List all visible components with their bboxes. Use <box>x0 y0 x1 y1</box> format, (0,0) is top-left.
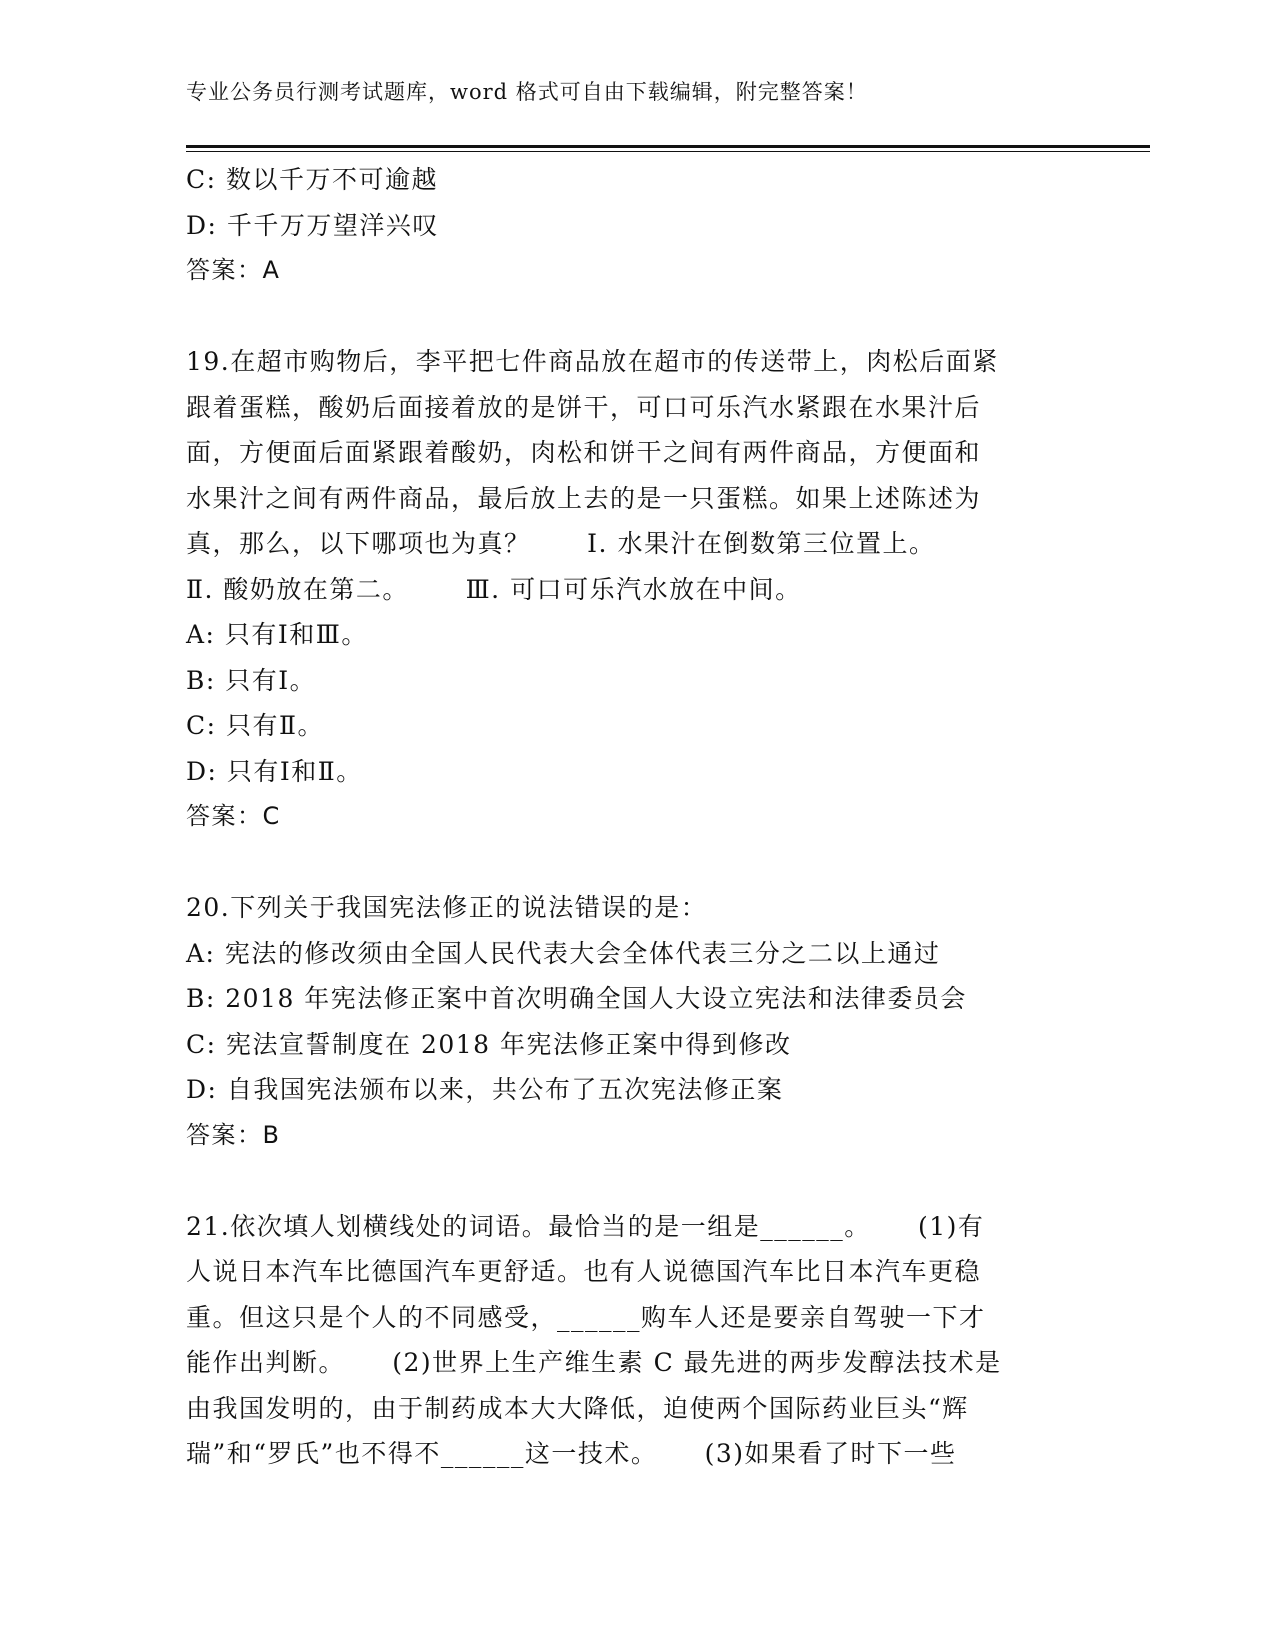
question-text-line: 真，那么，以下哪项也为真？ Ⅰ. 水果汁在倒数第三位置上。 <box>186 529 936 558</box>
option-b: B: 2018 年宪法修正案中首次明确全国人大设立宪法和法律委员会 <box>186 984 967 1013</box>
option-c: C: 宪法宣誓制度在 2018 年宪法修正案中得到修改 <box>186 1029 792 1059</box>
spacer <box>186 840 1076 886</box>
answer: 答案：C <box>186 802 281 830</box>
question-text-line: 瑞”和“罗氏”也不得不______这一技术。 (3)如果看了时下一些 <box>186 1439 957 1468</box>
question-text-line: 能作出判断。 (2)世界上生产维生素 C 最先进的两步发醇法技术是 <box>186 1348 1002 1377</box>
question-text-line: 19.在超市购物后，李平把七件商品放在超市的传送带上，肉松后面紧 <box>186 347 999 376</box>
question-text-line: 跟着蛋糕，酸奶后面接着放的是饼干，可口可乐汽水紧跟在水果汁后 <box>186 392 982 422</box>
question-21 <box>186 1204 1076 1477</box>
question-text-line: 面，方便面后面紧跟着酸奶，肉松和饼干之间有两件商品，方便面和 <box>186 438 982 467</box>
question-text-line: 21.依次填人划横线处的词语。最恰当的是一组是______。 (1)有 <box>186 1211 985 1241</box>
question-text-line: Ⅱ. 酸奶放在第二。 Ⅲ. 可口可乐汽水放在中间。 <box>186 574 802 604</box>
question-20 <box>186 885 1076 1158</box>
page-header: 专业公务员行测考试题库，word 格式可自由下载编辑，附完整答案！ <box>186 80 868 104</box>
option-d: D: 千千万万望洋兴叹 <box>186 210 439 240</box>
question-18 <box>186 157 1076 294</box>
document-body <box>186 157 1076 1477</box>
spacer <box>186 294 1076 340</box>
question-text-line: 由我国发明的，由于制药成本大大降低，迫使两个国际药业巨头“辉 <box>186 1393 969 1423</box>
question-text-line: 重。但这只是个人的不同感受，______购车人还是要亲自驾驶一下才 <box>186 1302 986 1332</box>
spacer <box>186 1158 1076 1204</box>
option-d: D: 自我国宪法颁布以来，共公布了五次宪法修正案 <box>186 1075 784 1104</box>
answer: 答案：A <box>186 256 281 284</box>
question-text-line: 20.下列关于我国宪法修正的说法错误的是： <box>186 893 708 922</box>
option-b: B: 只有Ⅰ。 <box>186 665 317 695</box>
option-c: C: 只有Ⅱ。 <box>186 711 324 740</box>
option-c: C: 数以千万不可逾越 <box>186 165 438 194</box>
header-rule-thin <box>186 151 1150 152</box>
option-a: A: 宪法的修改须由全国人民代表大会全体代表三分之二以上通过 <box>186 938 941 968</box>
option-a: A: 只有Ⅰ和Ⅲ。 <box>186 620 368 649</box>
question-19 <box>186 339 1076 840</box>
question-text-line: 人说日本汽车比德国汽车更舒适。也有人说德国汽车比日本汽车更稳 <box>186 1257 982 1286</box>
option-d: D: 只有Ⅰ和Ⅱ。 <box>186 756 363 786</box>
answer: 答案：B <box>186 1120 281 1149</box>
header-rule-thick <box>186 145 1150 148</box>
question-text-line: 水果汁之间有两件商品，最后放上去的是一只蛋糕。如果上述陈述为 <box>186 483 982 513</box>
